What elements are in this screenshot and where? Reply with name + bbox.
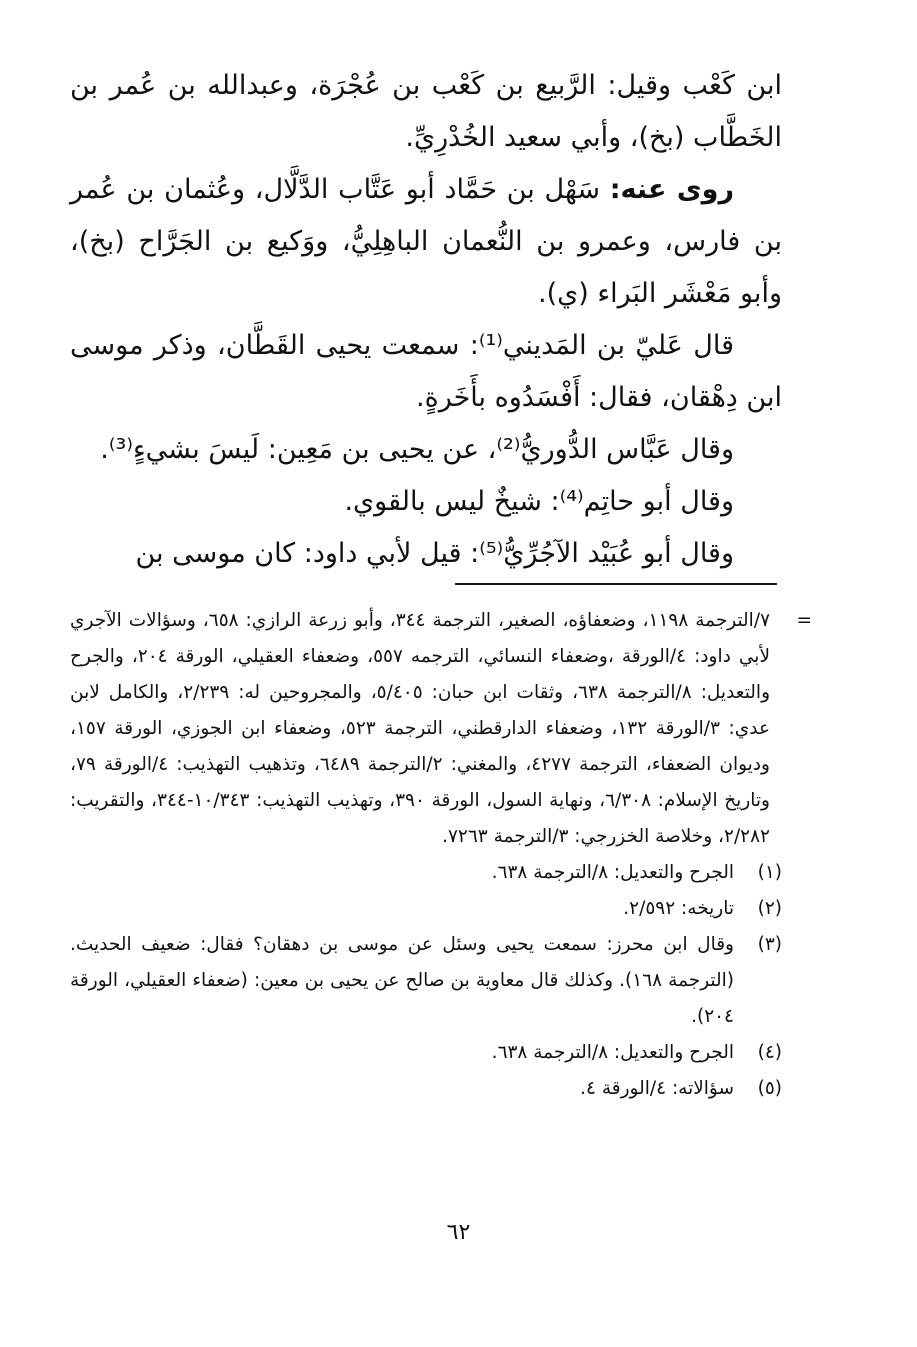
footnote-number: (٥)	[757, 1078, 782, 1099]
paragraph-5: وقال أبو حاتِم⁽⁴⁾: شيخٌ ليس بالقوي.	[344, 486, 734, 517]
footnote-item	[70, 927, 782, 1035]
continuation-text: ٧/الترجمة ١١٩٨، وضعفاؤه، الصغير، الترجمة ٣٤٤، وأبو زرعة الرازي: ٦٥٨، وسؤالات الآجري لأبي داود: ٤/الورقة ،وضعفاء النسائي، الترجمه ٥٥٧، وضعفاء العقيلي، الورقة ٢٠٤، والجرح والتعديل: ٨/الترجمة ٦٣٨، وثقات ابن حبان: ٥/٤٠٥، والمجروحين له: ٢/٢٣٩، والكامل لابن عدي: ٣/الورقة ١٣٢، وضعفاء الدارقطني، الترجمة ٥٢٣، وضعفاء ابن الجوزي، الورقة ١٥٧، وديوان الضعفاء، الترجمة ٤٢٧٧، والمغني: ٢/الترجمة ٦٤٨٩، وتذهيب التهذيب: ٤/الورقة ٧٩، وتاريخ الإسلام: ٦/٣٠٨، ونهاية السول، الورقة ٣٩٠، وتهذيب التهذيب: ١٠/٣٤٣-٣٤٤، والتقريب: ٢/٢٨٢، وخلاصة الخزرجي: ٣/الترجمة ٧٢٦٣.	[70, 610, 771, 847]
paragraph-narrators	[70, 164, 782, 320]
continuation-mark: =	[796, 610, 812, 631]
footnote-number: (٤)	[757, 1042, 782, 1063]
footnote-item	[70, 855, 782, 891]
footnote-number: (١)	[757, 862, 782, 883]
footnote-text: وقال ابن محرز: سمعت يحيى وسئل عن موسى بن دهقان؟ فقال: ضعيف الحديث. (الترجمة ١٦٨). وكذلك قال معاوية بن صالح عن يحيى بن معين: (ضعفاء العقيلي، الورقة ٢٠٤).	[70, 934, 734, 1027]
paragraph-3: قال عَليّ بن المَديني⁽¹⁾: سمعت يحيى القَطَّان، وذكر موسى ابن دِهْقان، فقال: أَفْسَدُوه بأَخَرةٍ.	[70, 330, 782, 413]
footnote-number: (٢)	[757, 898, 782, 919]
footnote-item	[70, 1071, 782, 1107]
paragraph-1: ابن كَعْب وقيل: الرَّبيع بن كَعْب بن عُجْرَة، وعبدالله بن عُمر بن الخَطَّاب (بخ)، وأبي سعيد الخُدْرِيِّ.	[70, 70, 782, 153]
footnote-item	[70, 891, 782, 927]
page-number: ٦٢	[446, 1220, 471, 1245]
footnote-text: الجرح والتعديل: ٨/الترجمة ٦٣٨.	[491, 1042, 734, 1063]
footnote-text: تاريخه: ٢/٥٩٢.	[623, 898, 734, 919]
narrators-text: سَهْل بن حَمَّاد أبو عَتَّاب الدَّلَّال، وعُثمان بن عُمر بن فارس، وعمرو بن النُّعمان الباهِلِيُّ، ووَكيع بن الجَرَّاح (بخ)، وأبو مَعْشَر البَراء (ي).	[70, 174, 782, 309]
main-text	[70, 60, 782, 580]
footnote-divider	[455, 583, 777, 585]
paragraph-4: وقال عَبَّاس الدُّوريُّ⁽²⁾، عن يحيى بن مَعِين: لَيسَ بشيءٍ⁽³⁾.	[100, 434, 734, 465]
footnote-number: (٣)	[757, 934, 782, 955]
footnote-continuation	[70, 603, 812, 855]
paragraph-6: وقال أبو عُبَيْد الآجُرِّيُّ⁽⁵⁾: قيل لأبي داود: كان موسى بن	[135, 538, 734, 569]
narrators-label: روى عنه:	[609, 174, 734, 205]
footnote-text: الجرح والتعديل: ٨/الترجمة ٦٣٨.	[491, 862, 734, 883]
footnote-text: سؤالاته: ٤/الورقة ٤.	[580, 1078, 734, 1099]
footnotes	[70, 603, 812, 1107]
footnote-item	[70, 1035, 782, 1071]
